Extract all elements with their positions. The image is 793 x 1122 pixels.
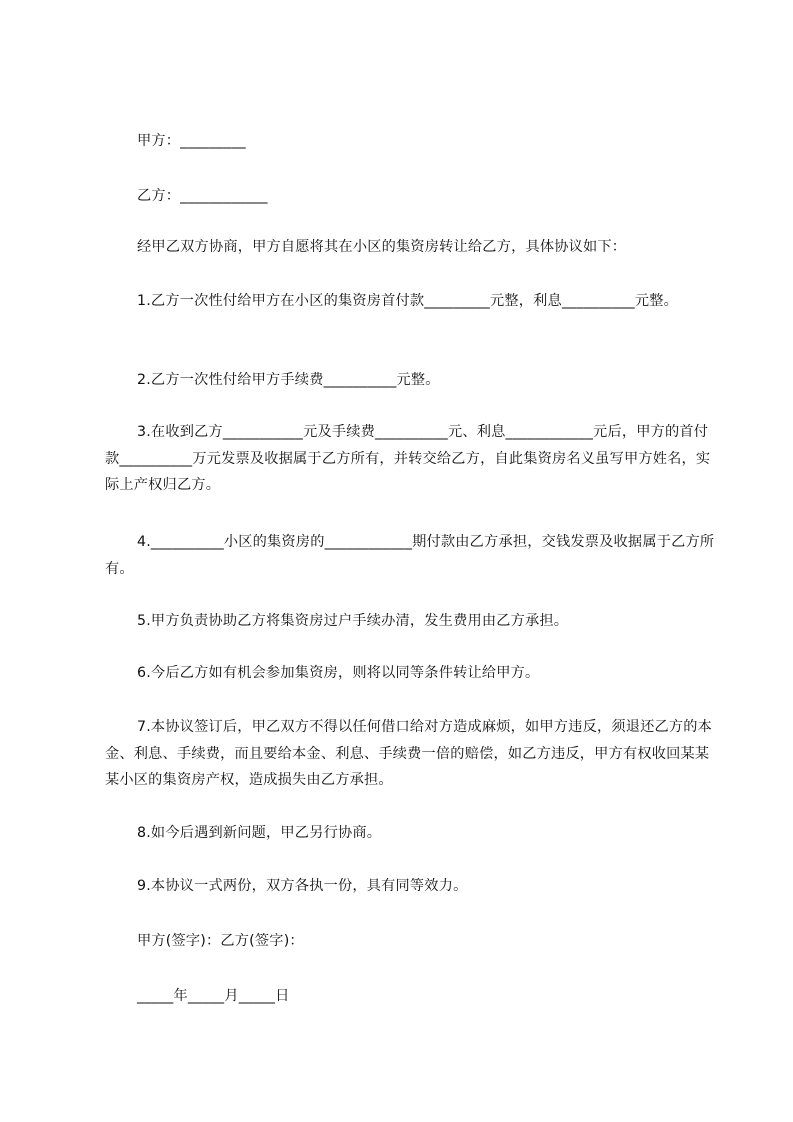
signature-line: 甲方(签字)：乙方(签字)： <box>137 933 304 949</box>
clause-3: 3.在收到乙方___________元及手续费__________元、利息____________元后，甲方的首付款__________万元发票及收据属于乙方所有，并转交给乙方，自此集资房名义虽写甲方姓名，实际上产权归乙方。 <box>105 424 711 493</box>
clause-9: 9.本协议一式两份，双方各执一份，具有同等效力。 <box>137 878 468 894</box>
clause-2: 2.乙方一次性付给甲方手续费__________元整。 <box>137 372 440 388</box>
clause-8: 8.如今后遇到新问题，甲乙另行协商。 <box>137 825 382 841</box>
party-b-line: 乙方：____________ <box>137 188 268 204</box>
date-line: _____年_____月_____日 <box>137 988 290 1004</box>
intro-paragraph: 经甲乙双方协商，甲方自愿将其在小区的集资房转让给乙方，具体协议如下： <box>137 239 627 255</box>
clause-1: 1.乙方一次性付给甲方在小区的集资房首付款_________元整，利息__________元整。 <box>137 293 678 309</box>
clause-7: 7.本协议签订后，甲乙双方不得以任何借口给对方造成麻烦，如甲方违反，须退还乙方的本金、利息、手续费，而且要给本金、利息、手续费一倍的赔偿，如乙方违反，甲方有权收回某某某小区的集资房产权，造成损失由乙方承担。 <box>105 719 713 788</box>
party-a-line: 甲方：_________ <box>137 133 246 149</box>
clause-5: 5.甲方负责协助乙方将集资房过户手续办清，发生费用由乙方承担。 <box>137 613 569 629</box>
clause-6: 6.今后乙方如有机会参加集资房，则将以同等条件转让给甲方。 <box>137 665 540 681</box>
clause-4: 4.__________小区的集资房的____________期付款由乙方承担，交钱发票及收据属于乙方所有。 <box>105 534 715 577</box>
